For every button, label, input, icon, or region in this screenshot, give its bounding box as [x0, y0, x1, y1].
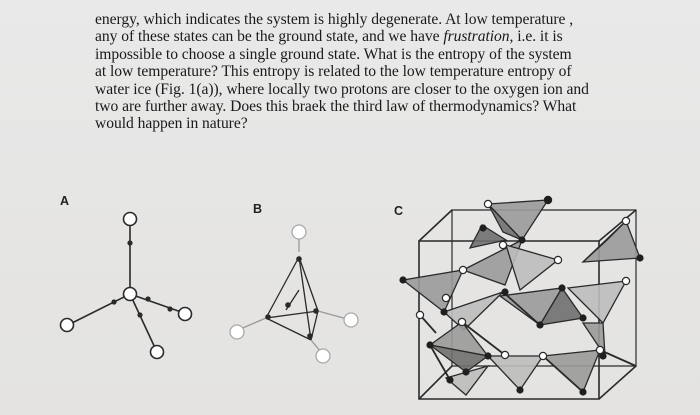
proton — [111, 299, 116, 304]
oxygen-right — [344, 313, 358, 327]
proton — [167, 306, 172, 311]
panel-c-diagram — [399, 196, 643, 399]
oxygen-top — [124, 213, 137, 226]
panel-a-diagram — [61, 213, 192, 359]
text-segment: impossible to choose a single ground state. What is the entropy of the system — [95, 45, 572, 63]
panel-c-label: C — [394, 204, 404, 218]
panel-b-label: B — [253, 202, 263, 216]
text-segment: energy, which indicates the system is highly degenerate. At low temperature , — [95, 11, 574, 28]
text-segment: would happen in nature? — [95, 115, 248, 133]
oxygen-left — [230, 325, 244, 339]
emphasis-term: frustration — [443, 28, 510, 46]
panel-b-diagram — [230, 225, 358, 363]
text-segment: at low temperature? This entropy is related to the low temperature entropy of — [95, 63, 572, 81]
text-segment: water ice (Fig. 1(a)), where locally two protons are closer to the oxygen ion and — [95, 80, 589, 98]
oxygen-bottom — [151, 346, 164, 359]
oxygen-top — [292, 225, 306, 239]
proton — [127, 240, 132, 245]
panel-a-label: A — [60, 194, 70, 208]
proton — [145, 296, 150, 301]
oxygen-right — [179, 308, 192, 321]
oxygen-center — [124, 288, 137, 301]
oxygen-left — [61, 319, 74, 332]
text-segment: , i.e. it is — [509, 28, 563, 46]
oxygen-bottom — [316, 349, 330, 363]
text-segment: any of these states can be the ground state, and we have — [95, 28, 444, 46]
text-segment: two are further away. Does this braek the third law of thermodynamics? What — [95, 98, 577, 116]
proton — [137, 312, 142, 317]
